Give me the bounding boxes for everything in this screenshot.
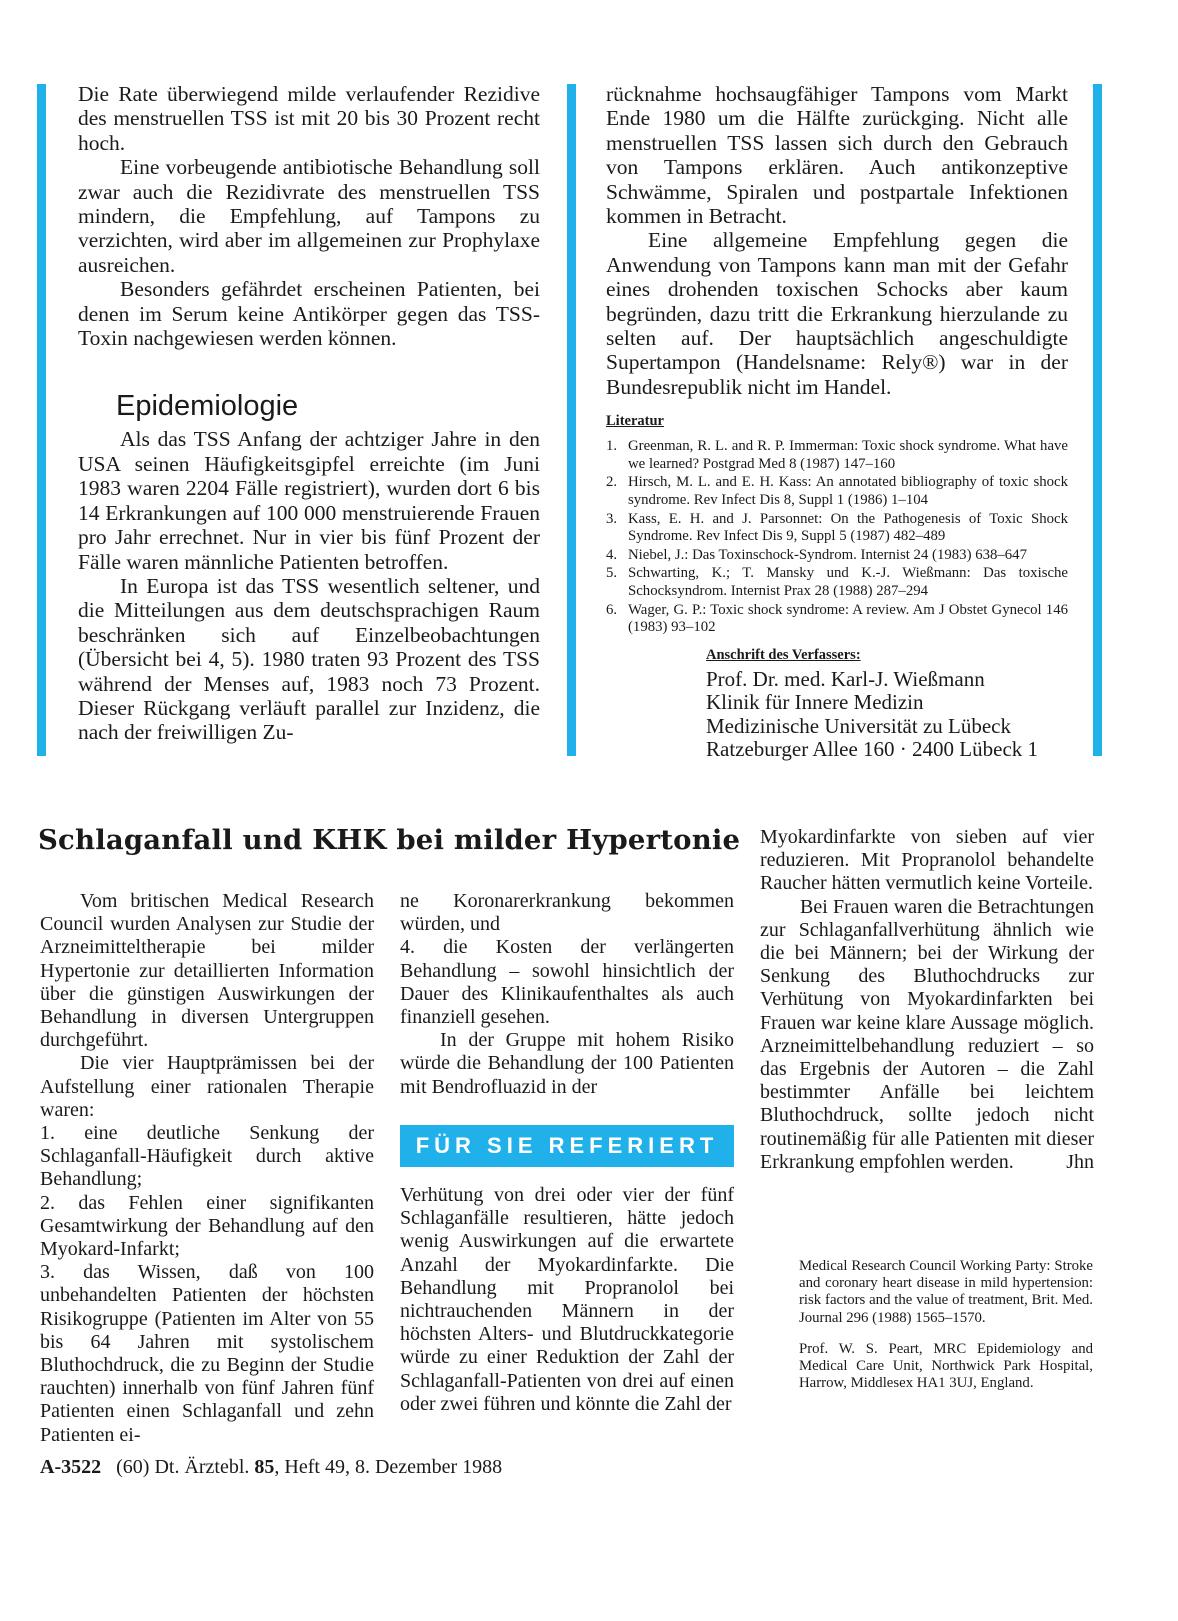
author-address	[706, 647, 1068, 762]
journal-volume: 85	[254, 1456, 275, 1478]
paragraph: Als das TSS Anfang der achtziger Jahre in den USA seinen Häufigkeitsgipfel erreichte (im Juni 1983 waren 2204 Fälle registriert), wurden dort 6 bis 14 Erkrankungen auf 100 000 menstruierende Frauen pro Jahr errechnet. Nur in vier bis fünf Prozent der Fälle waren männliche Patienten betroffen.	[78, 427, 540, 574]
paragraph: rücknahme hochsaugfähiger Tampons vom Markt Ende 1980 um die Hälfte zurückging. Nicht alle menstruellen TSS lassen sich durch den Gebrauch von Tampons erklären. Auch antikonzeptive Schwämme, Spiralen und postpartale Infektionen kommen in Betracht.	[606, 82, 1068, 229]
address-line: Ratzeburger Allee 160 · 2400 Lübeck 1	[706, 737, 1039, 762]
reference-item	[606, 511, 1068, 546]
address-line: Medizinische Universität zu Lübeck	[706, 713, 1011, 738]
reference-text: Greenman, R. L. and R. P. Immerman: Toxic shock syndrome. What have we learned? Postgrad Med 8 (1987) 147–160	[628, 438, 1068, 472]
reference-text: Niebel, J.: Das Toxinschock-Syndrom. Internist 24 (1983) 638–647	[628, 546, 1027, 563]
paragraph: 4. die Kosten der verlängerten Behandlung – sowohl hinsichtlich der Dauer des Klinikaufenthaltes als auch finanziell gesehen.	[400, 936, 734, 1029]
paragraph: Myokardinfarkte von sieben auf vier reduzieren. Mit Propranolol behandelte Raucher hätten vermutlich keine Vorteile.	[760, 826, 1094, 895]
reference-text: Wager, G. P.: Toxic shock syndrome: A review. Am J Obstet Gynecol 146 (1983) 93–102	[628, 601, 1068, 636]
accent-bar-middle	[567, 84, 576, 756]
address-line: Prof. Dr. med. Karl-J. Wießmann	[706, 666, 985, 691]
top-col1-section-text	[78, 427, 540, 744]
section-heading: Epidemiologie	[116, 390, 299, 423]
reference-list	[606, 438, 1068, 637]
paragraph: Verhütung von drei oder vier der fünf Schlaganfälle resultieren, hätte jedoch wenig Auswirkungen auf die erwartete Anzahl der Myokardinfarkte. Die Behandlung mit Propranolol bei nichtrauchenden Männern in der höchsten Alters- und Blutdruckkategorie würde zu einer Reduktion der Zahl der Schlaganfall-Patienten von drei auf einen oder zwei führen und könnte die Zahl der	[400, 1184, 734, 1415]
reference-number: 5.	[606, 565, 618, 582]
paragraph	[760, 896, 1094, 1174]
page-number: (60)	[116, 1456, 150, 1478]
reference-text: Kass, E. H. and J. Parsonnet: On the Pathogenesis of Toxic Shock Syndrome. Rev Infect Dis 9, Suppl 5 (1987) 482–489	[628, 510, 1068, 545]
reference-item	[606, 438, 1068, 473]
paragraph: Die vier Hauptprämissen bei der Aufstellung einer rationalen Therapie waren:	[40, 1052, 374, 1121]
author-signature: Jhn	[1066, 1150, 1094, 1173]
journal-name: Dt. Ärztebl.	[154, 1456, 250, 1478]
page-code: A-3522	[40, 1456, 102, 1478]
reference-number: 6.	[606, 601, 618, 618]
reference-item	[606, 602, 1068, 637]
journal-issue: , Heft 49, 8. Dezember 1988	[274, 1456, 503, 1478]
paragraph: 1. eine deutliche Senkung der Schlaganfall-Häufigkeit durch aktive Behandlung;	[40, 1122, 374, 1191]
reference-item	[606, 474, 1068, 509]
reference-item	[606, 547, 1068, 565]
reference-number: 2.	[606, 474, 618, 491]
reference-number: 1.	[606, 438, 618, 455]
paragraph: Besonders gefährdet erscheinen Patienten, bei denen im Serum keine Antikörper gegen das TSS-Toxin nachgewiesen werden können.	[78, 277, 540, 351]
bottom-column-1	[40, 890, 374, 1447]
paragraph: Eine allgemeine Empfehlung gegen die Anwendung von Tampons kann man mit der Gefahr eines drohenden toxischen Schocks aber kaum begründen, dazu tritt die Erkrankung hierzulande zu selten auf. Der hauptsächlich angeschuldigte Supertampon (Handelsname: Rely®) war in der Bundesrepublik nicht im Handel.	[606, 228, 1068, 399]
paragraph: In Europa ist das TSS wesentlich seltener, und die Mitteilungen aus dem deutschsprachigen Raum beschränken sich auf Einzelbeobachtungen (Übersicht bei 4, 5). 1980 traten 93 Prozent des TSS während der Menses auf, 1983 noch 73 Prozent. Dieser Rückgang verläuft parallel zur Inzidenz, die nach der freiwilligen Zu-	[78, 573, 540, 745]
reference-number: 3.	[606, 510, 618, 527]
paragraph: ne Koronarerkrankung bekommen würden, und	[400, 890, 734, 936]
reference-text: Schwarting, K.; T. Mansky und K.-J. Wießmann: Das toxische Schocksyndrom. Internist Prax 28 (1988) 287–294	[628, 565, 1068, 600]
top-col2-text	[606, 82, 1068, 399]
paragraph: Vom britischen Medical Research Council wurden Analysen zur Studie der Arzneimitteltherapie bei milder Hypertonie zur detaillierten Information über die günstigen Auswirkungen der Behandlung in diversen Untergruppen durchgeführt.	[40, 890, 374, 1052]
page-footer	[40, 1456, 502, 1479]
paragraph: Die Rate überwiegend milde verlaufender Rezidive des menstruellen TSS ist mit 20 bis 30 Prozent recht hoch.	[78, 82, 540, 155]
paragraph: 3. das Wissen, daß von 100 unbehandelten Patienten der höchsten Risikogruppe (Patienten im Alter von 55 bis 64 Jahren mit systolischem Bluthochdruck, die zu Beginn der Studie rauchten) innerhalb von fünf Jahren fünf Patienten einen Schlaganfall und zehn Patienten ei-	[40, 1261, 374, 1446]
top-column-1	[78, 82, 540, 745]
paragraph: 2. das Fehlen einer signifikanten Gesamtwirkung der Behandlung auf den Myokard-Infarkt;	[40, 1191, 374, 1261]
source-citation: Medical Research Council Working Party: Stroke and coronary heart disease in mild hypertension: risk factors and the value of treatment, Brit. Med. Journal 296 (1988) 1565–1570.	[799, 1258, 1093, 1326]
source-author: Prof. W. S. Peart, MRC Epidemiology and Medical Care Unit, Northwick Park Hospital, Harrow, Middlesex HA1 3UJ, England.	[799, 1340, 1093, 1392]
address-line: Klinik für Innere Medizin	[706, 690, 924, 715]
source-block	[799, 1258, 1093, 1392]
literature-heading: Literatur	[606, 413, 664, 430]
article-title: Schlaganfall und KHK bei milder Hypertonie	[38, 824, 741, 856]
section-ribbon: FÜR SIE REFERIERT	[400, 1125, 734, 1167]
bottom-column-2-bottom	[400, 1184, 734, 1416]
bottom-column-3	[760, 826, 1094, 1174]
bottom-column-2-top	[400, 890, 734, 1099]
paragraph-text: Bei Frauen waren die Betrachtungen zur Schlaganfallverhütung ähnlich wie die bei Männern; bei der Wirkung der Senkung des Bluthochdrucks zur Verhütung von Myokardinfarkten bei Frauen war keine klare Aussage möglich. Arzneimittelbehandlung reduziert – so das Ergebnis der Autoren – die Zahl bestimmter Anfälle bei leichtem Bluthochdruck, sollte jedoch nicht routinemäßig für alle Patienten mit dieser Erkrankung empfohlen werden.	[760, 895, 1094, 1173]
accent-bar-right	[1093, 84, 1102, 756]
reference-item	[606, 565, 1068, 600]
address-heading: Anschrift des Verfassers:	[706, 646, 861, 663]
top-column-2	[606, 82, 1068, 762]
reference-number: 4.	[606, 546, 618, 563]
paragraph: In der Gruppe mit hohem Risiko würde die Behandlung der 100 Patienten mit Bendrofluazid in der	[400, 1029, 734, 1098]
paragraph: Eine vorbeugende antibiotische Behandlung soll zwar auch die Rezidivrate des menstruellen TSS mindern, die Empfehlung, auf Tampons zu verzichten, wird aber im allgemeinen zur Prophylaxe ausreichen.	[78, 155, 540, 277]
accent-bar-left	[37, 84, 46, 756]
reference-text: Hirsch, M. L. and E. H. Kass: An annotated bibliography of toxic shock syndrome. Rev Infect Dis 8, Suppl 1 (1986) 1–104	[628, 474, 1068, 509]
top-col1-text	[78, 82, 540, 350]
